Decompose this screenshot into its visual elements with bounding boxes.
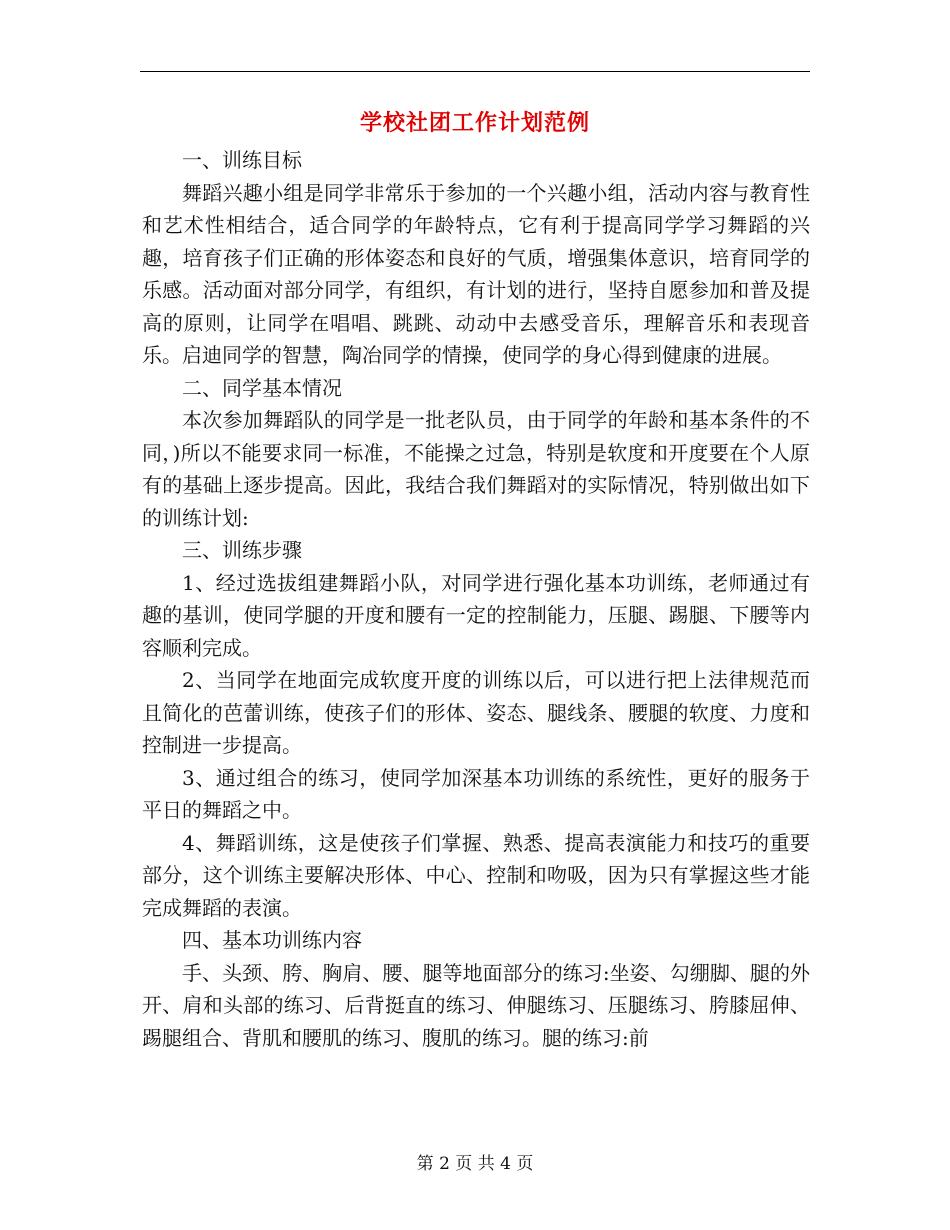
header-rule [140, 71, 810, 72]
section-heading-2: 二、同学基本情况 [182, 375, 342, 400]
step-4: 4、舞蹈训练，这是使孩子们掌握、熟悉、提高表演能力和技巧的重要部分，这个训练主要解决形体、中心、控制和吻吸，因为只有掌握这些才能完成舞蹈的表演。 [142, 830, 810, 920]
section-heading-4: 四、基本功训练内容 [182, 928, 362, 952]
paragraph-1: 舞蹈兴趣小组是同学非常乐于参加的一个兴趣小组，活动内容与教育性和艺术性相结合，适合同学的年龄特点，它有利于提高同学学习舞蹈的兴趣，培育孩子们正确的形体姿态和良好的气质，增强集体意识，培育同学的乐感。活动面对部分同学，有组织，有计划的进行，坚持自愿参加和普及提高的原则，让同学在唱唱、跳跳、动动中去感受音乐，理解音乐和表现音乐。启迪同学的智慧，陶冶同学的情操，使同学的身心得到健康的进展。 [142, 180, 810, 367]
step-2: 2、当同学在地面完成软度开度的训练以后，可以进行把上法律规范而且简化的芭蕾训练，使孩子们的形体、姿态、腿线条、腰腿的软度、力度和控制进一步提高。 [142, 668, 810, 757]
document-title: 学校社团工作计划范例 [359, 111, 590, 136]
paragraph-3: 手、头颈、胯、胸肩、腰、腿等地面部分的练习:坐姿、勾绷脚、腿的外开、肩和头部的练习、后背挺直的练习、伸腿练习、压腿练习、胯膝屈伸、踢腿组合、背肌和腰肌的练习、腹肌的练习。腿的练习:前 [142, 960, 810, 1050]
section-heading-1: 一、训练目标 [182, 148, 302, 172]
paragraph-2: 本次参加舞蹈队的同学是一批老队员，由于同学的年龄和基本条件的不同，)所以不能要求同一标准，不能操之过急，特别是软度和开度要在个人原有的基础上逐步提高。因此，我结合我们舞蹈对的实际情况，特别做出如下的训练计划: [142, 408, 810, 530]
step-1: 1、经过选拔组建舞蹈小队，对同学进行强化基本功训练，老师通过有趣的基训，使同学腿的开度和腰有一定的控制能力，压腿、踢腿、下腰等内容顺利完成。 [142, 570, 810, 660]
document-body [142, 144, 810, 1054]
section-heading-3: 三、训练步骤 [182, 538, 302, 562]
step-3: 3、通过组合的练习，使同学加深基本功训练的系统性，更好的服务于平日的舞蹈之中。 [142, 765, 810, 822]
page-number-footer: 第 2 页 共 4 页 [416, 1154, 534, 1174]
